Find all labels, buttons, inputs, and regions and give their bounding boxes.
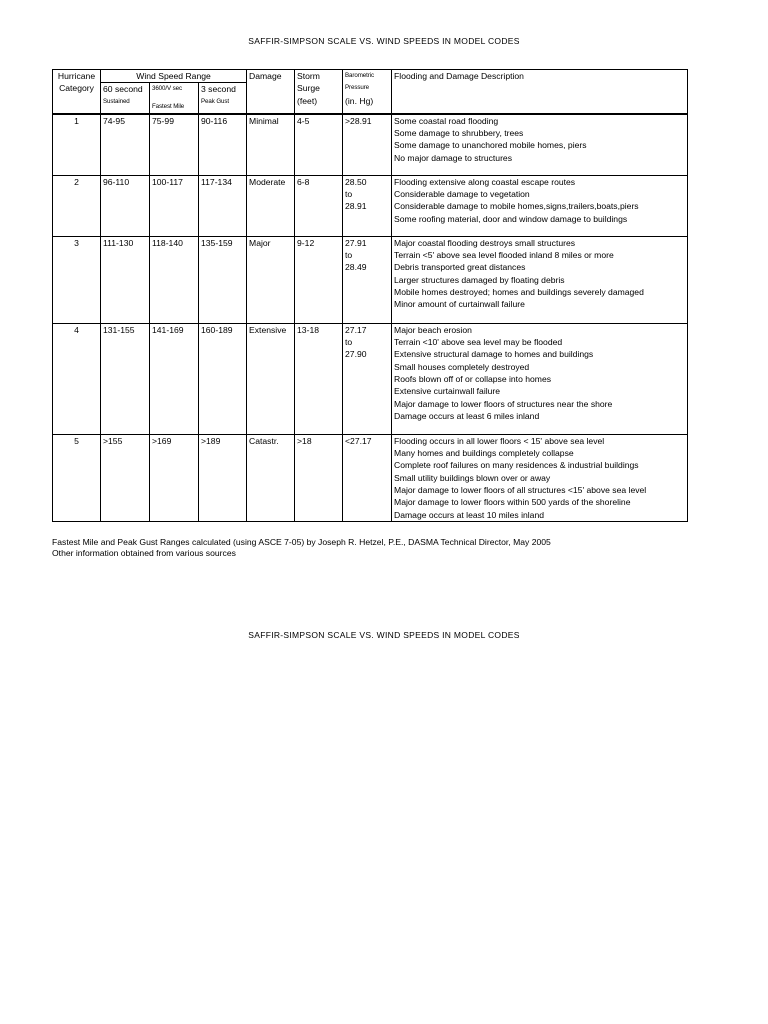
description-line: Mobile homes destroyed; homes and buildings severely damaged: [394, 287, 644, 298]
description-line: Considerable damage to vegetation: [394, 189, 530, 200]
cell-category: 5: [53, 434, 101, 521]
description-line: Damage occurs at least 6 miles inland: [394, 410, 540, 421]
cell-sustained: 96-110: [101, 175, 150, 236]
cell-peak-gust: 90-116: [199, 114, 247, 176]
cell-pressure: [343, 175, 392, 236]
cell-category: 4: [53, 323, 101, 434]
cell-sustained: 74-95: [101, 114, 150, 176]
pressure-line: <27.17: [345, 435, 372, 446]
header-wind-speed-range: Wind Speed Range: [101, 70, 247, 83]
header-description: Flooding and Damage Description: [392, 70, 688, 114]
header-sustained: [101, 83, 150, 114]
header-pressure-line: Barometric: [345, 72, 374, 79]
table-row: [53, 175, 688, 236]
header-fastest-mile: [150, 83, 199, 114]
header-category-line: Category: [59, 83, 94, 94]
header-damage: Damage: [247, 70, 295, 114]
cell-sustained: 111-130: [101, 236, 150, 323]
header-surge-line: Surge: [297, 83, 320, 94]
cell-damage: Major: [247, 236, 295, 323]
header-sustained-line: 60 second: [103, 84, 143, 95]
description-line: Minor amount of curtainwall failure: [394, 299, 525, 310]
footnote-line: Other information obtained from various sources: [52, 548, 236, 558]
description-line: Terrain <10' above sea level may be flooded: [394, 337, 563, 348]
table-row: [53, 236, 688, 323]
description-line: Some damage to shrubbery, trees: [394, 128, 524, 139]
cell-description: [392, 434, 688, 521]
header-fastest-mile-line: Fastest Mile: [152, 102, 185, 110]
description-line: Major beach erosion: [394, 324, 472, 335]
cell-fastest-mile: 141-169: [150, 323, 199, 434]
description-line: Small houses completely destroyed: [394, 361, 530, 372]
description-line: Major coastal flooding destroys small structures: [394, 237, 576, 248]
pressure-line: 28.49: [345, 262, 367, 273]
description-line: Terrain <5' above sea level flooded inland 8 miles or more: [394, 250, 614, 261]
header-surge-line: Storm: [297, 71, 320, 81]
header-storm-surge: [295, 70, 343, 114]
pressure-line: to: [345, 337, 353, 348]
cell-damage: Minimal: [247, 114, 295, 176]
cell-peak-gust: 117-134: [199, 175, 247, 236]
description-line: Flooding extensive along coastal escape routes: [394, 176, 576, 187]
pressure-line: to: [345, 250, 353, 261]
pressure-line: 27.90: [345, 349, 367, 360]
header-pressure-line: (in. Hg): [345, 95, 374, 106]
pressure-line: >28.91: [345, 115, 372, 126]
description-line: Major damage to lower floors of all structures <15' above sea level: [394, 485, 647, 496]
cell-peak-gust: 135-159: [199, 236, 247, 323]
description-line: Small utility buildings blown over or away: [394, 472, 551, 483]
cell-category: 1: [53, 114, 101, 176]
cell-surge: 4-5: [295, 114, 343, 176]
header-row: [53, 70, 688, 83]
pressure-line: 28.50: [345, 176, 367, 187]
cell-peak-gust: 160-189: [199, 323, 247, 434]
pressure-line: 28.91: [345, 201, 367, 212]
description-line: Some coastal road flooding: [394, 115, 499, 126]
table-body: [53, 114, 688, 522]
description-line: Considerable damage to mobile homes,signs,trailers,boats,piers: [394, 201, 639, 212]
header-pressure: [343, 70, 392, 114]
cell-fastest-mile: >169: [150, 434, 199, 521]
cell-surge: 6-8: [295, 175, 343, 236]
header-surge-line: (feet): [297, 95, 318, 106]
cell-damage: Moderate: [247, 175, 295, 236]
cell-pressure: [343, 236, 392, 323]
description-line: Some roofing material, door and window damage to buildings: [394, 213, 628, 224]
description-line: Extensive curtainwall failure: [394, 386, 501, 397]
description-line: Larger structures damaged by floating debris: [394, 274, 565, 285]
description-line: Damage occurs at least 10 miles inland: [394, 509, 545, 520]
footnote-line: Fastest Mile and Peak Gust Ranges calculated (using ASCE 7-05) by Joseph R. Hetzel, P.E., DASMA Technical Director, May 2005: [52, 537, 551, 547]
description-line: Many homes and buildings completely collapse: [394, 448, 574, 459]
cell-surge: >18: [295, 434, 343, 521]
cell-description: [392, 323, 688, 434]
cell-damage: Catastr.: [247, 434, 295, 521]
pressure-line: 27.91: [345, 237, 367, 248]
description-line: Extensive structural damage to homes and buildings: [394, 349, 594, 360]
cell-damage: Extensive: [247, 323, 295, 434]
table-row: [53, 323, 688, 434]
header-sustained-line: Sustained: [103, 97, 130, 105]
table-row: [53, 114, 688, 176]
cell-description: [392, 175, 688, 236]
cell-pressure: [343, 323, 392, 434]
header-category: [53, 70, 101, 114]
description-line: Flooding occurs in all lower floors < 15' above sea level: [394, 435, 605, 446]
cell-pressure: [343, 434, 392, 521]
footnote: [52, 537, 551, 559]
description-line: Complete roof failures on many residences & industrial buildings: [394, 460, 639, 471]
header-pressure-line: Pressure: [345, 84, 369, 92]
cell-peak-gust: >189: [199, 434, 247, 521]
table-row: [53, 434, 688, 521]
cell-description: [392, 114, 688, 176]
cell-sustained: 131-155: [101, 323, 150, 434]
cell-fastest-mile: 100-117: [150, 175, 199, 236]
saffir-simpson-table: [52, 69, 688, 522]
description-line: No major damage to structures: [394, 152, 513, 163]
header-category-line: Hurricane: [57, 71, 96, 81]
cell-fastest-mile: 118-140: [150, 236, 199, 323]
page-title-repeat: SAFFIR-SIMPSON SCALE VS. WIND SPEEDS IN MODEL CODES: [248, 630, 520, 640]
header-peak-gust: [199, 83, 247, 114]
description-line: Some damage to unanchored mobile homes, piers: [394, 140, 587, 151]
header-fastest-mile-line: 3600/V sec: [152, 85, 182, 93]
cell-surge: 9-12: [295, 236, 343, 323]
pressure-line: 27.17: [345, 324, 367, 335]
cell-fastest-mile: 75-99: [150, 114, 199, 176]
cell-category: 2: [53, 175, 101, 236]
cell-category: 3: [53, 236, 101, 323]
cell-surge: 13-18: [295, 323, 343, 434]
page-title: SAFFIR-SIMPSON SCALE VS. WIND SPEEDS IN MODEL CODES: [248, 36, 520, 46]
description-line: Major damage to lower floors within 500 yards of the shoreline: [394, 497, 631, 508]
description-line: Major damage to lower floors of structures near the shore: [394, 398, 613, 409]
cell-description: [392, 236, 688, 323]
header-peak-gust-line: 3 second: [201, 84, 236, 95]
description-line: Debris transported great distances: [394, 262, 526, 273]
description-line: Roofs blown off of or collapse into homes: [394, 374, 552, 385]
header-peak-gust-line: Peak Gust: [201, 97, 229, 105]
cell-pressure: [343, 114, 392, 176]
cell-sustained: >155: [101, 434, 150, 521]
pressure-line: to: [345, 189, 353, 200]
